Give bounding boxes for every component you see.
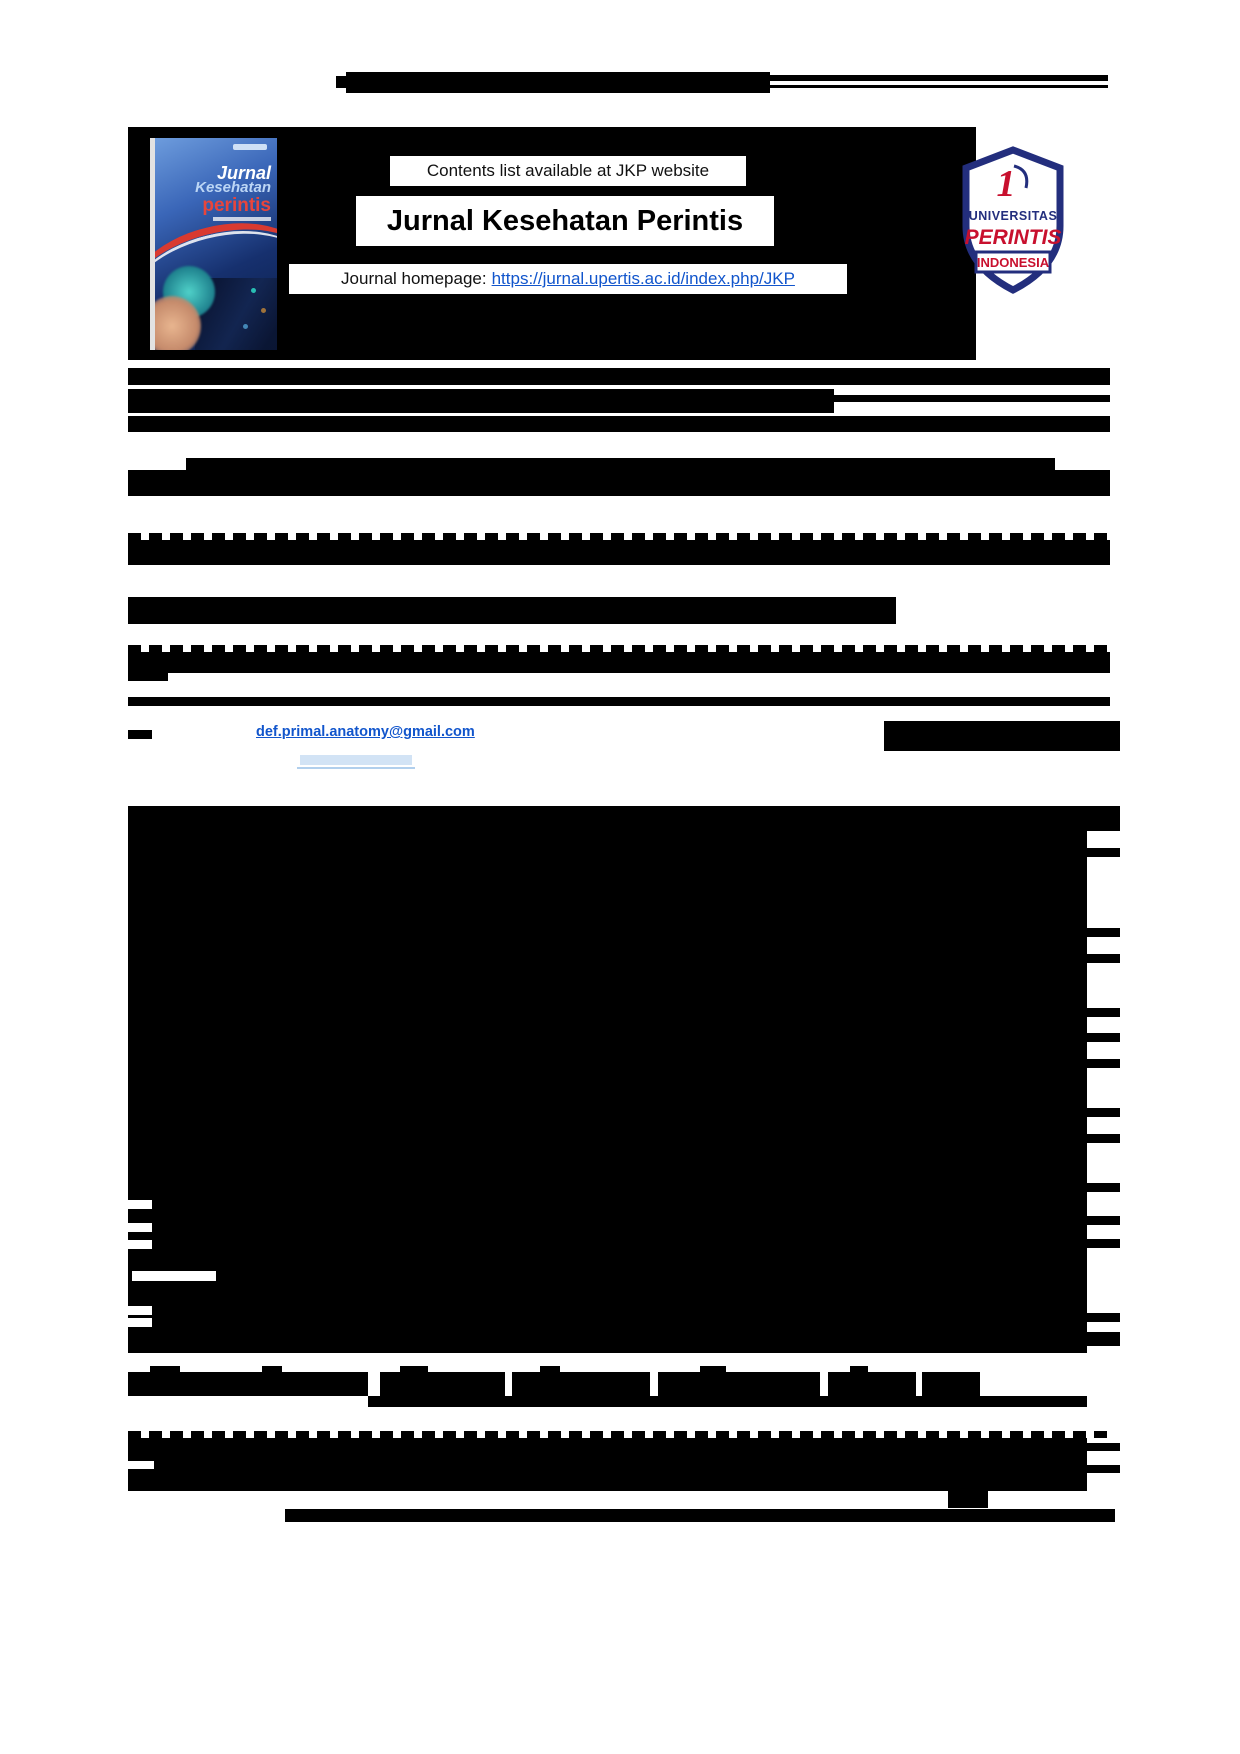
corresponding-author-email-link[interactable]: def.primal.anatomy@gmail.com [256,724,475,740]
redaction-heading-ascender [700,1366,726,1374]
cover-title [195,164,271,221]
cover-title-word3: perintis [202,194,271,216]
university-perintis-logo [956,144,1070,294]
paragraph-indent-gap [128,1240,152,1249]
redaction-title-line [128,389,834,413]
cover-photo-dot [261,308,266,313]
paragraph-indent-gap [128,1318,152,1327]
redaction-block [346,72,770,93]
redaction-abstract-header [128,806,1120,831]
redaction-authors-line [128,470,1110,496]
journal-cover-image [150,138,277,350]
paragraph-indent-gap [128,1306,152,1315]
redaction-dashed-edge [128,533,1110,540]
redaction-line-end [1087,1216,1120,1225]
cover-title-word1: Jurnal [216,163,271,183]
journal-homepage-banner [289,264,847,294]
redaction-block [770,85,1108,88]
redaction-line-end [1087,928,1120,937]
cover-photo-dot [243,324,248,329]
redaction-asterisk-dash [128,730,152,739]
journal-homepage-link[interactable]: https://jurnal.upertis.ac.id/index.php/JKP [491,269,795,288]
redaction-heading-word [922,1372,980,1396]
paragraph-indent-gap [128,1200,152,1209]
cover-photo-dot [251,288,256,293]
logo-name-text: PERINTIS [964,226,1062,249]
redaction-line-end [1087,1134,1120,1143]
redaction-line-end [1087,1313,1120,1322]
redaction-line-end [1087,1443,1120,1451]
redaction-stub [128,673,168,681]
redaction-heading-line2 [368,1396,1087,1407]
logo-country-text: INDONESIA [976,255,1050,270]
redaction-heading-ascender [262,1366,282,1374]
paragraph-indent-gap [128,1461,154,1469]
redaction-affiliation-line [128,540,1110,565]
redaction-paragraph [128,1438,1087,1491]
redaction-affiliation-line [128,597,896,624]
redaction-footer-bar [285,1509,1115,1522]
cover-title-word2: Kesehatan [195,179,271,197]
redaction-line-end [1087,1465,1120,1473]
redaction-thin-line [128,697,1110,706]
redaction-heading-word [128,1372,368,1396]
redaction-heading-word [828,1372,916,1396]
redaction-title-line [128,368,1110,385]
redaction-page-number [948,1491,988,1508]
redaction-title-line [128,416,1110,432]
contents-list-text: Contents list available at JKP website [426,161,710,180]
journal-homepage-label: Journal homepage: [341,269,487,288]
redaction-line-end [1087,1059,1120,1068]
faint-contact-text [300,755,412,765]
paragraph-end-gap [132,1271,216,1281]
redaction-line-end [1087,1332,1120,1346]
redaction-heading-ascender [850,1366,868,1374]
redaction-line-end [1087,1183,1120,1192]
redaction-heading-word [512,1372,650,1396]
redaction-dashed-edge [128,1431,1110,1438]
cover-tagline [213,217,271,221]
paragraph-indent-gap [128,1223,152,1232]
logo-numeral: 1 [996,163,1016,205]
redaction-dashed-edge [128,645,1110,652]
redaction-abstract-body [128,831,1087,1353]
redaction-heading-word [380,1372,505,1396]
redaction-authors-line [186,458,1055,470]
redaction-line-end [1087,1033,1120,1042]
redaction-block [884,721,1120,751]
journal-title-text: Jurnal Kesehatan Perintis [386,204,744,237]
cover-publisher-mark [233,144,267,150]
redaction-heading-ascender [540,1366,560,1374]
redaction-line-end [1087,848,1120,857]
redaction-line-end [1087,1008,1120,1017]
redaction-line-end [1087,954,1120,963]
redaction-block [770,75,1108,81]
redaction-title-rule [834,395,1110,402]
redaction-heading-ascender [150,1366,180,1374]
contents-list-banner [390,156,746,186]
logo-university-text: UNIVERSITAS [968,209,1058,223]
redaction-line-end [1087,1239,1120,1248]
faint-contact-underline [297,767,415,769]
redaction-affiliation-line [128,652,1110,673]
redaction-line-end [1087,1108,1120,1117]
redaction-heading-word [658,1372,820,1396]
redaction-heading-ascender [400,1366,428,1374]
journal-title-banner [356,196,774,246]
